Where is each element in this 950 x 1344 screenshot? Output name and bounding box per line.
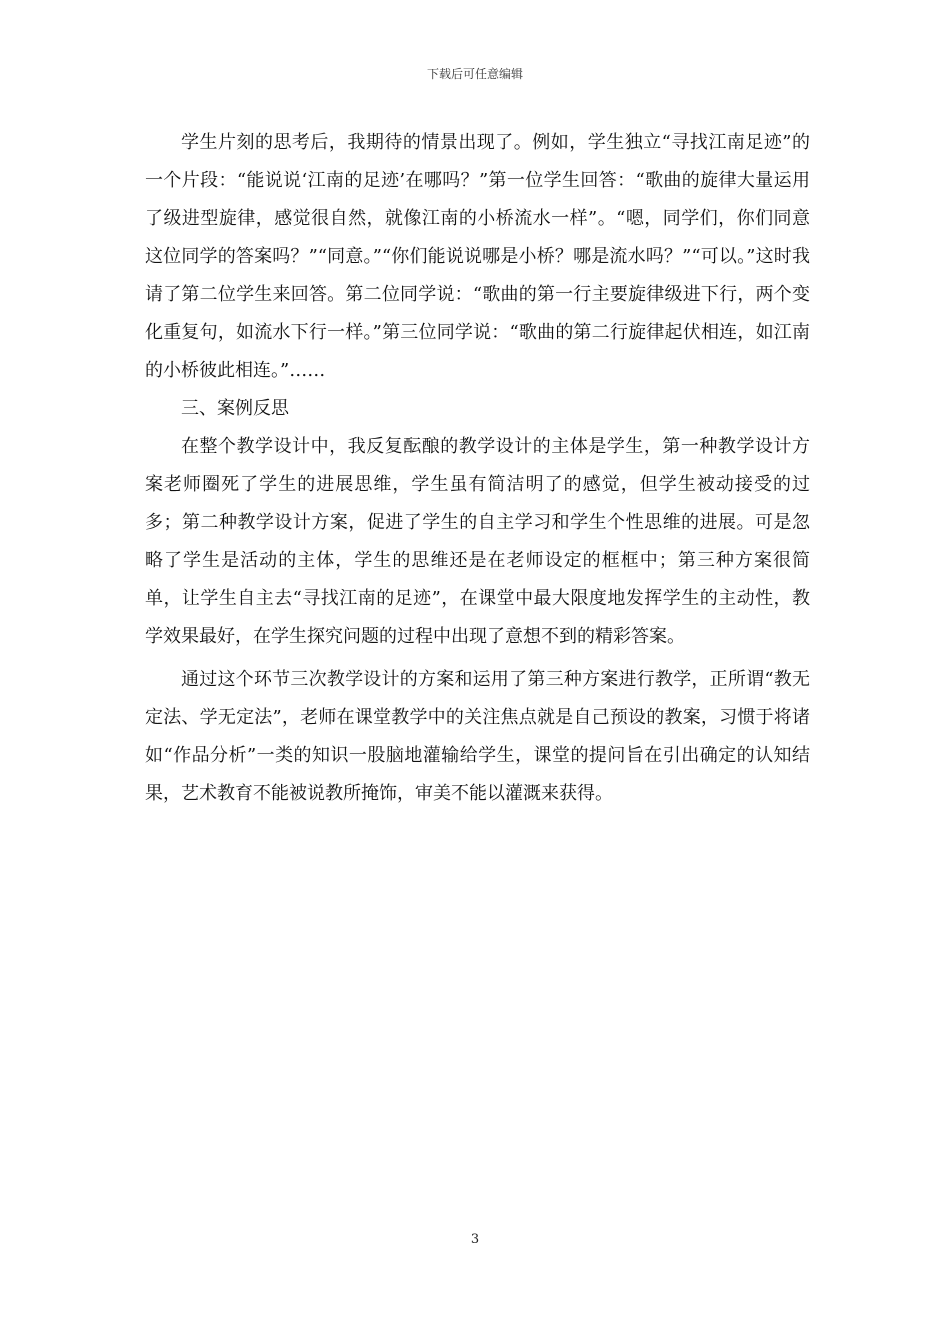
paragraph-conclusion: 通过这个环节三次教学设计的方案和运用了第三种方案进行教学，正所谓“教无定法、学无定法”，老师在课堂教学中的关注焦点就是自己预设的教案，习惯于将诸如“作品分析”一类的知识一股脑地灌输给学生，课堂的提问旨在引出确定的认知结果，艺术教育不能被说教所掩饰，审美不能以灌溉来获得。	[145, 669, 810, 804]
document-body	[145, 124, 810, 813]
paragraph-student-answers: 学生片刻的思考后，我期待的情景出现了。例如，学生独立“寻找江南足迹”的一个片段：“能说说‘江南的足迹’在哪吗？”第一位学生回答：“歌曲的旋律大量运用了级进型旋律，感觉很自然，就像江南的小桥流水一样”。“嗯，同学们，你们同意这位同学的答案吗？”“同意。”“你们能说说哪是小桥？哪是流水吗？”“可以。”这时我请了第二位学生来回答。第二位同学说：“歌曲的第一行主要旋律级进下行，两个变化重复句，如流水下行一样。”第三位同学说：“歌曲的第二行旋律起伏相连，如江南的小桥彼此相连。”……	[145, 132, 810, 381]
page-number: 3	[470, 1232, 480, 1247]
paragraph-reflection: 在整个教学设计中，我反复酝酿的教学设计的主体是学生，第一种教学设计方案老师圈死了学生的进展思维，学生虽有简洁明了的感觉，但学生被动接受的过多；第二种教学设计方案，促进了学生的自主学习和学生个性思维的进展。可是忽略了学生是活动的主体，学生的思维还是在老师设定的框框中；第三种方案很简单，让学生自主去“寻找江南的足迹”，在课堂中最大限度地发挥学生的主动性，教学效果最好，在学生探究问题的过程中出现了意想不到的精彩答案。	[145, 436, 810, 647]
section-heading-case-reflection: 三、案例反思	[181, 398, 289, 419]
page-header: 下载后可任意编辑	[426, 67, 523, 81]
